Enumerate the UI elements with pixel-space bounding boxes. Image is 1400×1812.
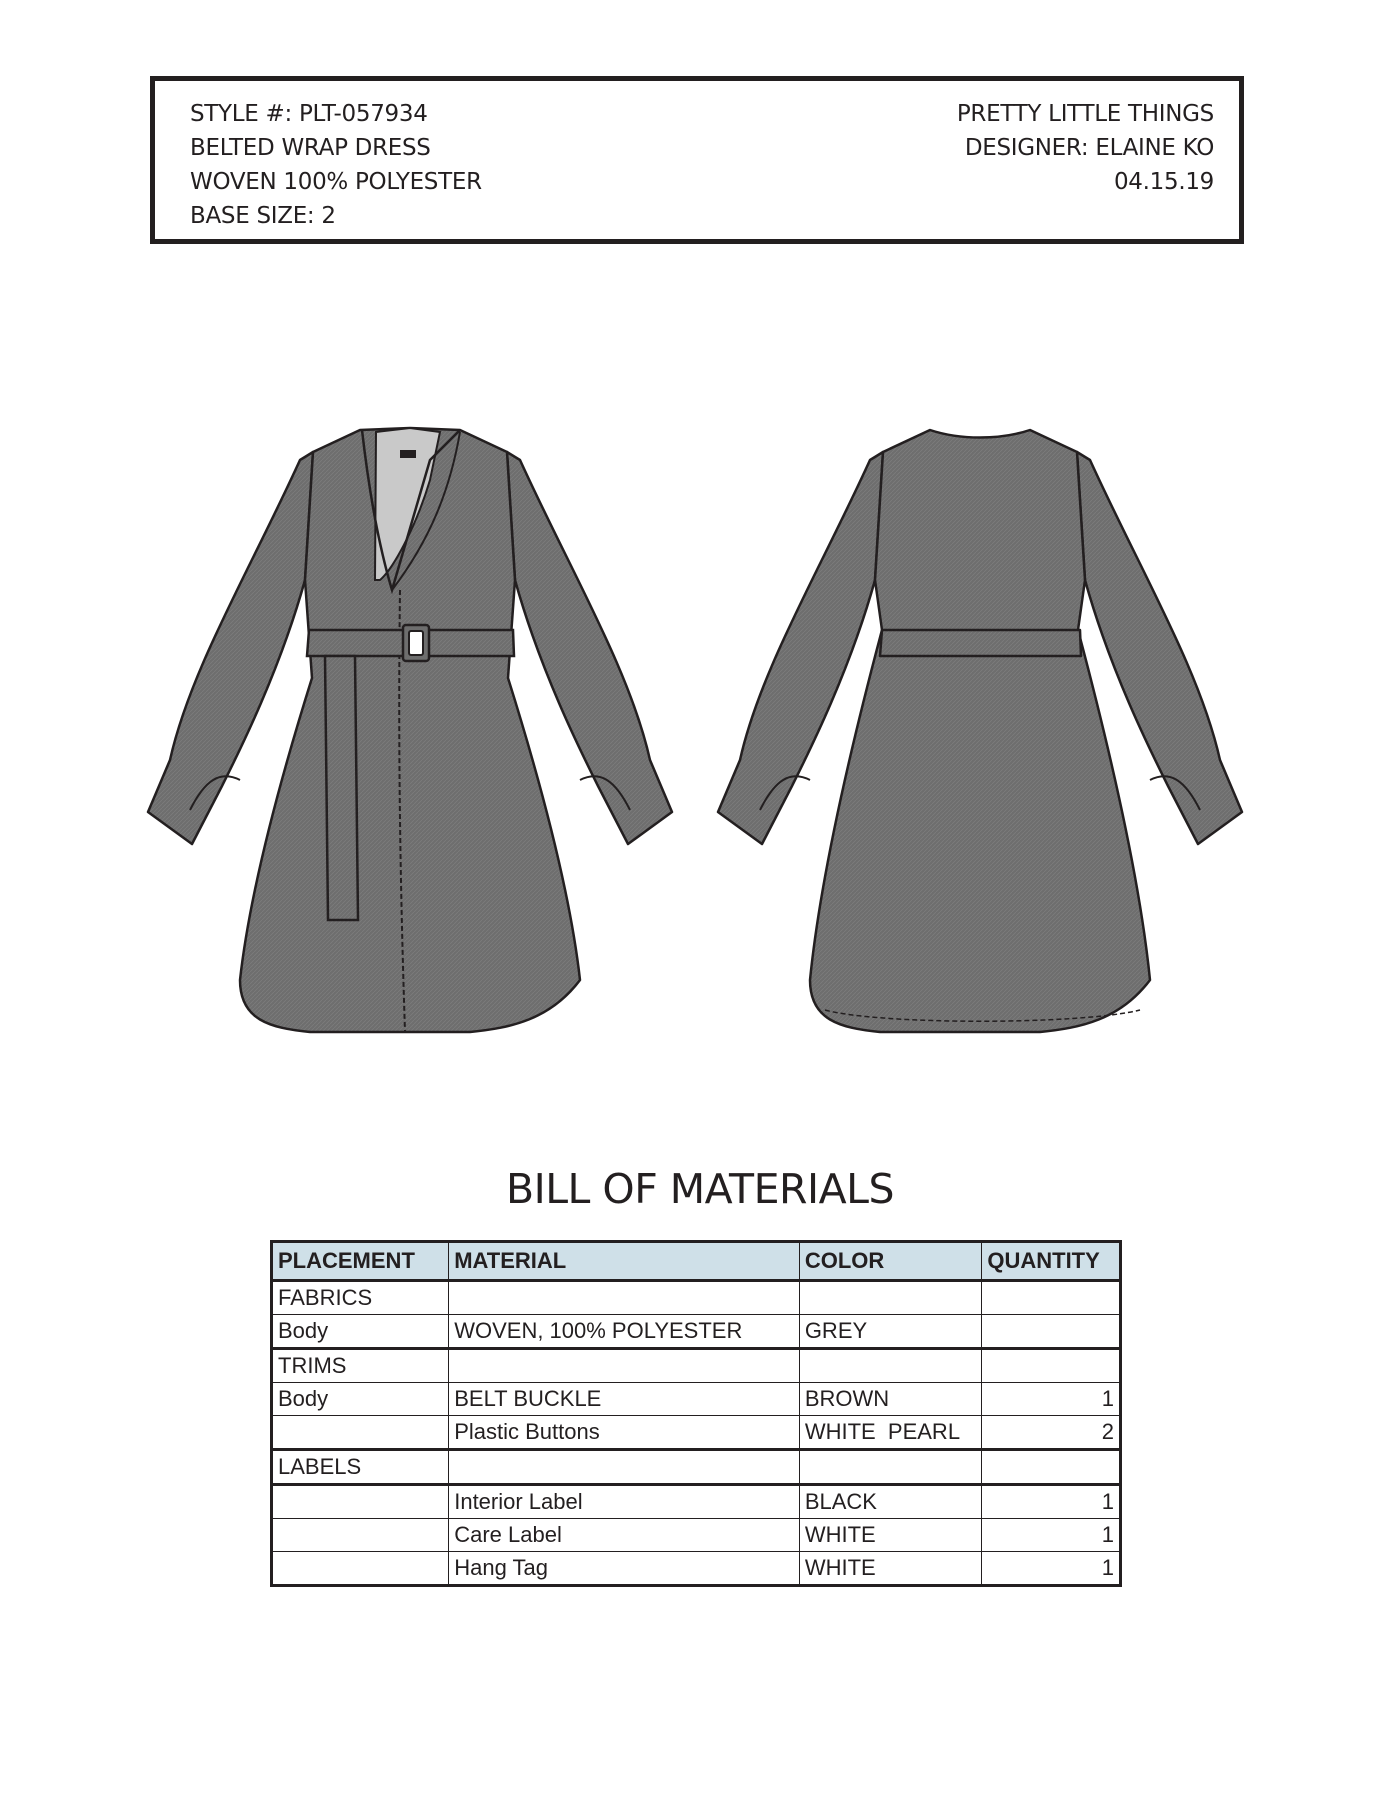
cell-placement (272, 1552, 449, 1586)
header-style-info (190, 97, 482, 233)
cell-quantity: 2 (982, 1416, 1121, 1450)
back-view-sketch (700, 420, 1260, 1050)
cell-material: Care Label (449, 1519, 800, 1552)
date: 04.15.19 (1113, 169, 1214, 195)
cell-quantity (982, 1349, 1121, 1383)
cell-quantity: 1 (982, 1383, 1121, 1416)
cell-quantity (982, 1281, 1121, 1315)
cell-material: Plastic Buttons (449, 1416, 800, 1450)
header-brand-info (957, 97, 1214, 199)
cell-color: BLACK (799, 1485, 982, 1519)
col-header-color: COLOR (799, 1242, 982, 1281)
table-row (272, 1383, 1121, 1416)
bill-of-materials-table (270, 1240, 1122, 1587)
cell-placement (272, 1416, 449, 1450)
cell-color: GREY (799, 1315, 982, 1349)
cell-placement (272, 1519, 449, 1552)
cell-placement (272, 1485, 449, 1519)
interior-label-sketch (400, 450, 416, 458)
cell-material (449, 1281, 800, 1315)
cell-placement: TRIMS (272, 1349, 449, 1383)
cell-placement: Body (272, 1383, 449, 1416)
cell-material: WOVEN, 100% POLYESTER (449, 1315, 800, 1349)
col-header-material: MATERIAL (449, 1242, 800, 1281)
cell-material: Interior Label (449, 1485, 800, 1519)
cell-color (799, 1450, 982, 1485)
cell-color (799, 1349, 982, 1383)
table-row (272, 1315, 1121, 1349)
cell-quantity (982, 1450, 1121, 1485)
belt-tail (325, 656, 358, 920)
style-name: BELTED WRAP DRESS (190, 135, 431, 161)
cell-color: WHITE PEARL (799, 1416, 982, 1450)
fabric-content: WOVEN 100% POLYESTER (190, 169, 482, 195)
table-row (272, 1552, 1121, 1586)
cell-placement: LABELS (272, 1450, 449, 1485)
header-box (150, 76, 1244, 244)
back-belt (880, 630, 1081, 656)
cell-color: WHITE (799, 1552, 982, 1586)
cell-quantity: 1 (982, 1519, 1121, 1552)
table-row (272, 1349, 1121, 1383)
cell-quantity: 1 (982, 1485, 1121, 1519)
cell-color: BROWN (799, 1383, 982, 1416)
cell-placement: Body (272, 1315, 449, 1349)
cell-color (799, 1281, 982, 1315)
base-size: BASE SIZE: 2 (190, 203, 336, 229)
cell-material: Hang Tag (449, 1552, 800, 1586)
designer-name: DESIGNER: ELAINE KO (964, 135, 1214, 161)
table-header-row (272, 1242, 1121, 1281)
table-row (272, 1485, 1121, 1519)
bom-title: BILL OF MATERIALS (505, 1165, 894, 1213)
cell-placement: FABRICS (272, 1281, 449, 1315)
cell-quantity (982, 1315, 1121, 1349)
cell-quantity: 1 (982, 1552, 1121, 1586)
col-header-placement: PLACEMENT (272, 1242, 449, 1281)
front-view-sketch (130, 420, 690, 1050)
cell-color: WHITE (799, 1519, 982, 1552)
cell-material: BELT BUCKLE (449, 1383, 800, 1416)
table-row (272, 1281, 1121, 1315)
cell-material (449, 1450, 800, 1485)
cell-material (449, 1349, 800, 1383)
table-row (272, 1519, 1121, 1552)
table-row (272, 1450, 1121, 1485)
brand-name: PRETTY LITTLE THINGS (956, 101, 1214, 127)
col-header-quantity: QUANTITY (982, 1242, 1121, 1281)
table-row (272, 1416, 1121, 1450)
style-number: STYLE #: PLT-057934 (190, 101, 428, 127)
